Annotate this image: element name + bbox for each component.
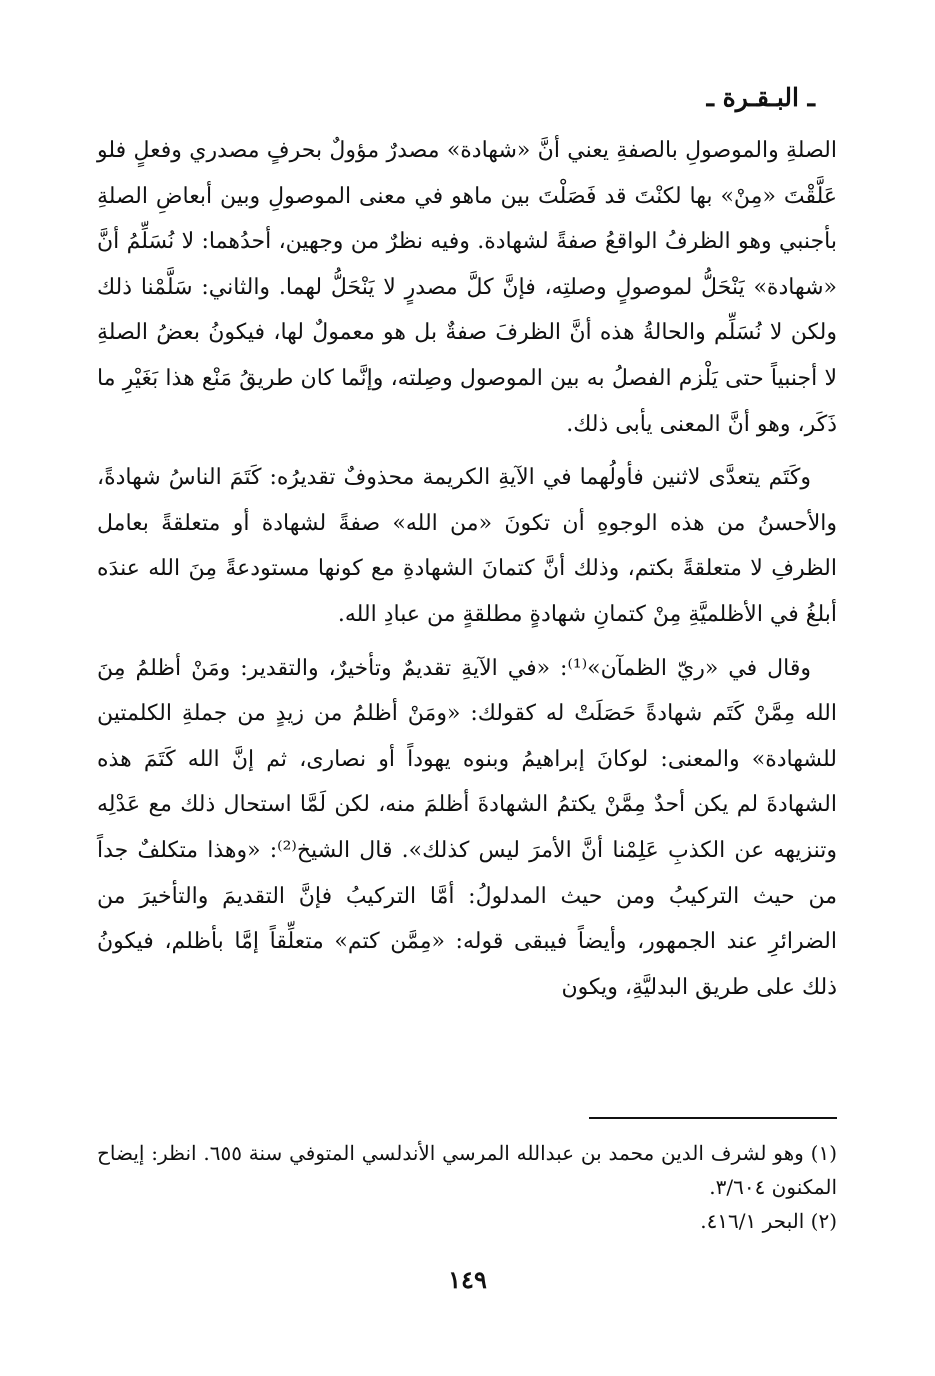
footnote-divider (589, 1117, 837, 1119)
running-header: ـ البـقـرة ـ (706, 83, 815, 112)
footnotes (97, 1136, 837, 1238)
main-text (97, 128, 837, 1010)
paragraph: وكَتَم يتعدَّى لاثنين فأولُهما في الآيةِ الكريمة محذوفٌ تقديرُه: كَتَمَ الناسُ شهادةً، والأحسنُ من هذه الوجوهِ أن تكونَ «من الله» صفةً لشهادة أو متعلقةً بعامل الظرفِ لا متعلقةً بكتم، وذلك أنَّ كتمانَ الشهادةِ مع كونها مستودعةً مِنَ الله عندَه أبلغُ في الأظلميَّةِ مِنْ كتمانِ شهادةٍ مطلقةٍ من عبادِ الله. (97, 465, 837, 627)
paragraph: وقال في «ريّ الظمآن»⁽¹⁾: «في الآيةِ تقديمٌ وتأخيرٌ، والتقدير: ومَنْ أظلمُ مِنَ الله مِمَّنْ كَتَم شهادةً حَصَلَتْ له كقولك: «ومَنْ أظلمُ من زيدٍ من جملةِ الكلمتين للشهادة» والمعنى: لوكانَ إبراهيمُ وبنوه يهوداً أو نصارى، ثم إنَّ الله كَتَمَ هذه الشهادةَ لم يكن أحدٌ مِمَّنْ يكتمُ الشهادةَ أظلمَ منه، لكن لَمَّا استحال ذلك مع عَدْلِه وتنزيهه عن الكذبِ عَلِمْنا أنَّ الأمرَ ليس كذلك». قال الشيخ⁽²⁾: «وهذا متكلفٌ جداً من حيث التركيبُ ومن حيث المدلولُ: أمَّا التركيبُ فإنَّ التقديمَ والتأخيرَ من الضرائرِ عند الجمهور، وأيضاً فيبقى قوله: «مِمَّن كتم» متعلِّقاً إمَّا بأظلم، فيكونُ ذلك على طريق البدليَّةِ، ويكون (97, 655, 838, 1000)
paragraph: الصلةِ والموصولِ بالصفةِ يعني أنَّ «شهادة» مصدرٌ مؤولٌ بحرفٍ مصدري وفعلٍ فلو عَلَّقْتَ «مِنْ» بها لكنْتَ قد فَصَلْتَ بين ماهو في معنى الموصولِ وبين أبعاضِ الصلةِ بأجنبي وهو الظرفُ الواقعُ صفةً لشهادة. وفيه نظرٌ من وجهين، أحدُهما: لا نُسَلِّمُ أنَّ «شهادة» يَنْحَلُّ لموصولٍ وصلتِه، فإنَّ كلَّ مصدرٍ لا يَنْحَلُّ لهما. والثاني: سَلَّمْنا ذلك ولكن لا نُسَلِّم والحالةُ هذه أنَّ الظرفَ صفةٌ بل هو معمولٌ لها، فيكونُ بعضُ الصلةِ لا أجنبياً حتى يَلْزم الفصلُ به بين الموصول وصِلته، وإنَّما كان طريقُ مَنْع هذا بَغَيْرِ ما ذَكَر، وهو أنَّ المعنى يأبى ذلك. (97, 138, 837, 437)
footnote: (٢) البحر ٤١٦/١. (700, 1209, 837, 1233)
footnote: (١) وهو لشرف الدين محمد بن عبدالله المرسي الأندلسي المتوفي سنة ٦٥٥. انظر: إيضاح المكنون ٣/٦٠٤. (97, 1141, 837, 1199)
page-number: ١٤٩ (448, 1265, 487, 1294)
